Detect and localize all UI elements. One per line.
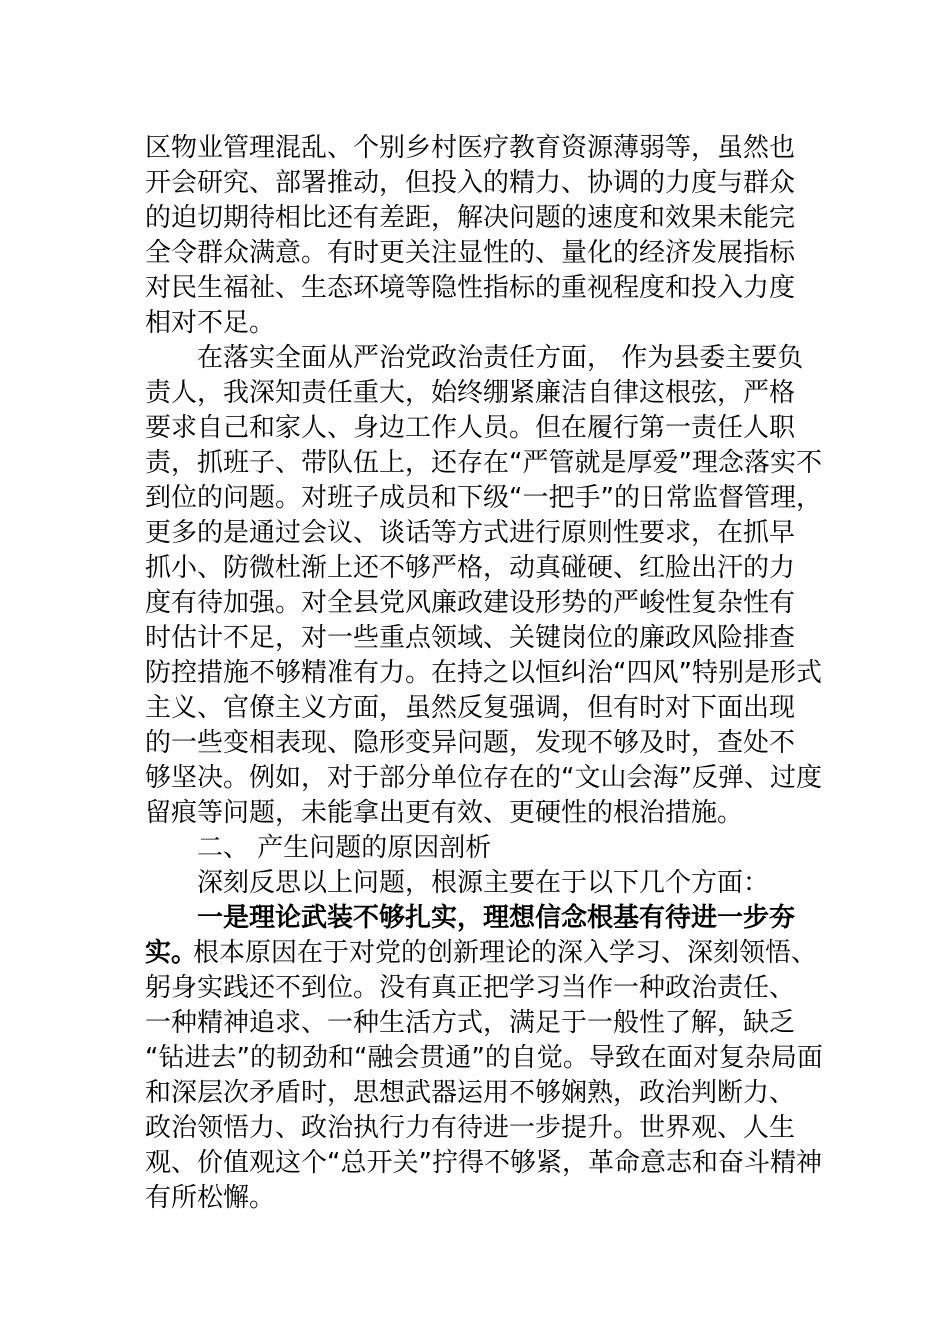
- text-line: 时估计不足，对一些重点领域、关键岗位的廉政风险排查: [145, 623, 796, 653]
- text-line: 责人，我深知责任重大，始终绷紧廉洁自律这根弦，严格: [145, 378, 796, 408]
- text-line: 到位的问题。对班子成员和下级“一把手”的日常监督管理，: [145, 483, 822, 513]
- text-line: 深刻反思以上问题，根源主要在于以下几个方面：: [197, 868, 770, 898]
- text-line: “钻进去”的韧劲和“融会贯通”的自觉。导致在面对复杂局面: [145, 1043, 823, 1073]
- text-line: 要求自己和家人、身边工作人员。但在履行第一责任人职: [145, 413, 796, 443]
- text-line: 抓小、防微杜渐上还不够严格，动真碰硬、红脸出汗的力: [145, 553, 796, 583]
- text-line: 区物业管理混乱、个别乡村医疗教育资源薄弱等，虽然也: [145, 133, 796, 163]
- text-line: 全令群众满意。有时更关注显性的、量化的经济发展指标: [145, 238, 796, 268]
- text-line: 的迫切期待相比还有差距，解决问题的速度和效果未能完: [145, 203, 796, 233]
- bold-lead-end: 实。: [145, 938, 198, 968]
- text-line: 度有待加强。对全县党风廉政建设形势的严峻性复杂性有: [145, 588, 796, 618]
- text-line: 观、价值观这个“总开关”拧得不够紧，革命意志和奋斗精神: [145, 1148, 822, 1178]
- text-line: 开会研究、部署推动，但投入的精力、协调的力度与群众: [145, 168, 796, 198]
- text-line: 够坚决。例如，对于部分单位存在的“文山会海”反弹、过度: [145, 763, 822, 793]
- text-line: 在落实全面从严治党政治责任方面， 作为县委主要负: [197, 343, 804, 373]
- text-line: 更多的是通过会议、谈话等方式进行原则性要求，在抓早: [145, 518, 796, 548]
- section-heading: 二、 产生问题的原因剖析: [197, 833, 492, 863]
- text-line: 对民生福祉、生态环境等隐性指标的重视程度和投入力度: [145, 273, 796, 303]
- text-line: 躬身实践还不到位。没有真正把学习当作一种政治责任、: [145, 973, 796, 1003]
- bold-lead-line: 一是理论武装不够扎实，理想信念根基有待进一步夯: [197, 903, 796, 933]
- text-line: 的一些变相表现、隐形变异问题，发现不够及时，查处不: [145, 728, 796, 758]
- text-line: 主义、官僚主义方面，虽然反复强调，但有时对下面出现: [145, 693, 796, 723]
- text-line: 政治领悟力、政治执行力有待进一步提升。世界观、人生: [145, 1113, 796, 1143]
- text-line: 一种精神追求、一种生活方式，满足于一般性了解，缺乏: [145, 1008, 796, 1038]
- text-line: 相对不足。: [145, 308, 276, 338]
- text-line: 和深层次矛盾时，思想武器运用不够娴熟，政治判断力、: [145, 1078, 796, 1108]
- text-line: 留痕等问题，未能拿出更有效、更硬性的根治措施。: [145, 798, 744, 828]
- text-line: 责，抓班子、带队伍上，还存在“严管就是厚爱”理念落实不: [145, 448, 822, 478]
- text-line: 防控措施不够精准有力。在持之以恒纠治“四风”特别是形式: [145, 658, 822, 688]
- text-line: 根本原因在于对党的创新理论的深入学习、深刻领悟、: [193, 938, 818, 968]
- text-line: 有所松懈。: [145, 1183, 276, 1213]
